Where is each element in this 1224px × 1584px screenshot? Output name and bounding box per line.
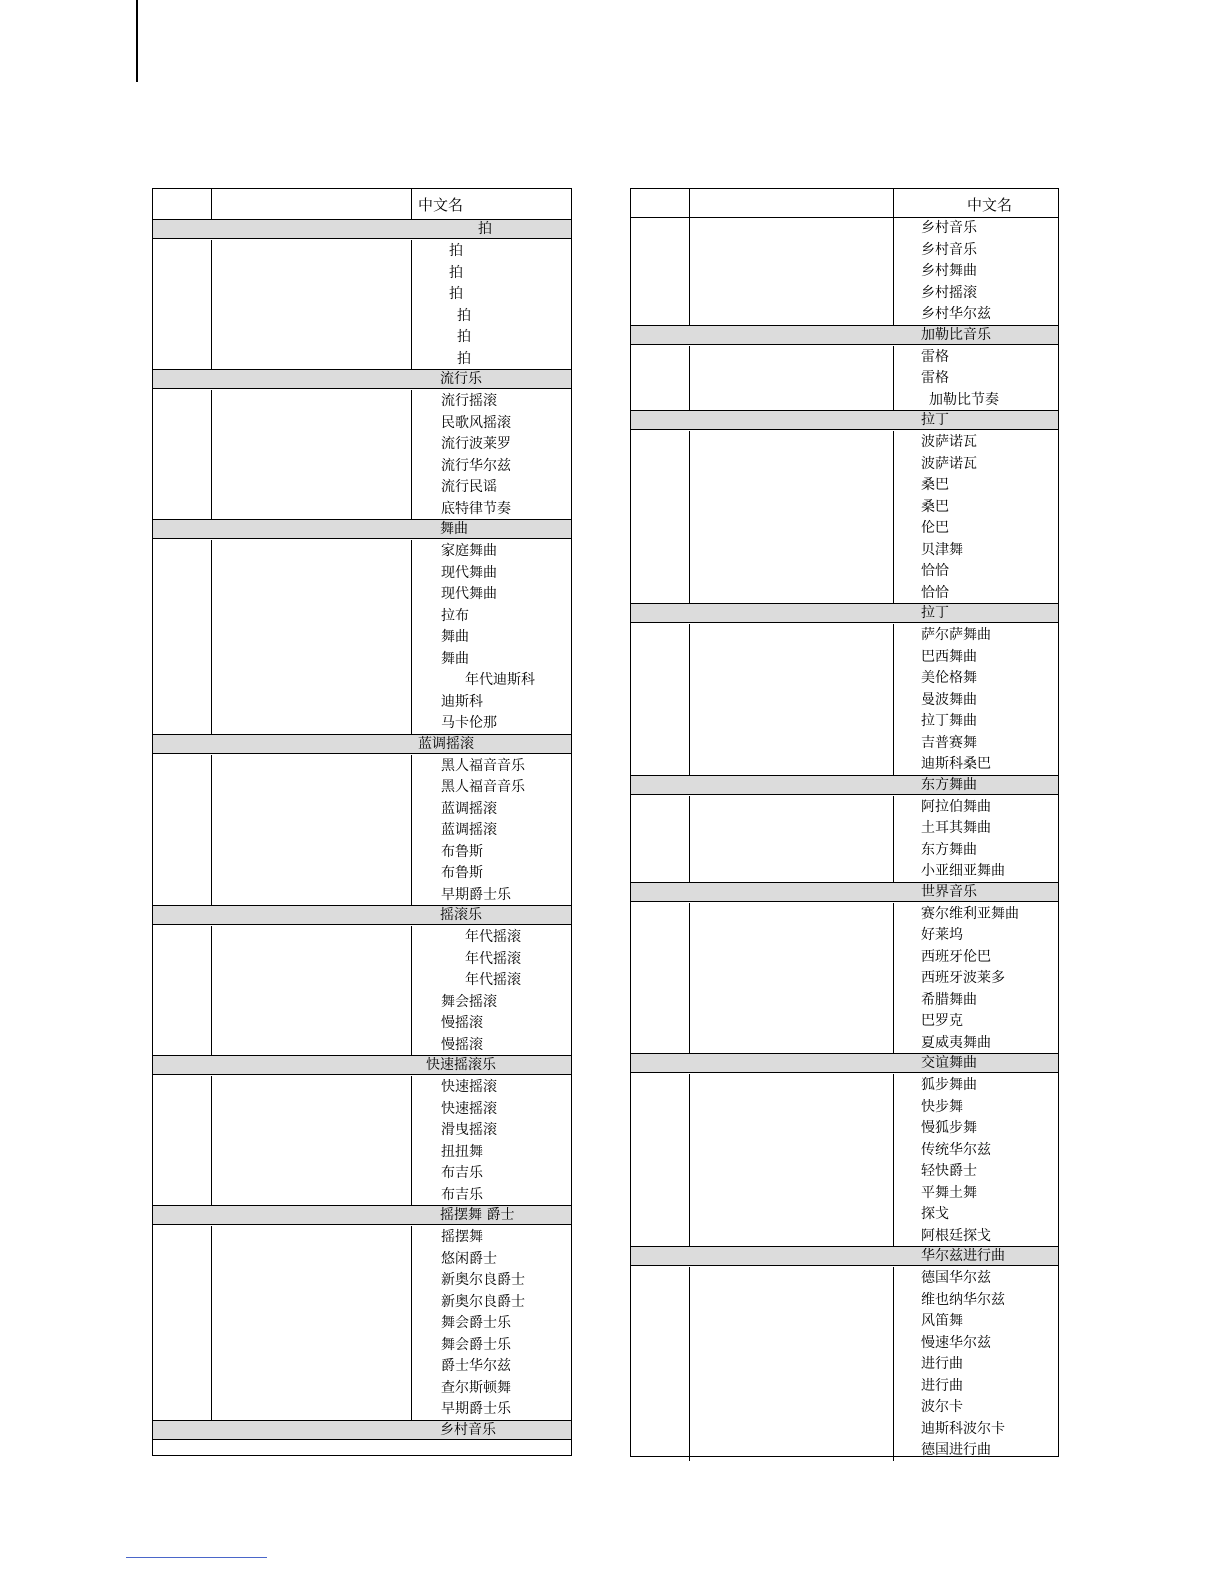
style-name: 乡村音乐 bbox=[921, 220, 977, 236]
section-rows bbox=[153, 926, 571, 1055]
style-name: 悠闲爵士 bbox=[441, 1250, 497, 1267]
style-name: 布吉乐 bbox=[441, 1186, 483, 1203]
style-name: 舞会爵士乐 bbox=[441, 1315, 511, 1331]
section-heading-label: 加勒比音乐 bbox=[921, 326, 991, 343]
style-name: 好莱坞 bbox=[921, 927, 963, 943]
section-heading bbox=[631, 603, 1058, 623]
style-name: 舞会摇滚 bbox=[441, 993, 497, 1010]
style-name: 摇摆舞 bbox=[441, 1229, 483, 1245]
section-rows bbox=[631, 1074, 1058, 1246]
style-name: 进行曲 bbox=[921, 1377, 963, 1394]
style-name: 西班牙伦巴 bbox=[921, 948, 991, 965]
style-name: 现代舞曲 bbox=[441, 586, 497, 602]
section-rows bbox=[631, 796, 1058, 882]
section-heading bbox=[631, 882, 1058, 902]
style-name: 现代舞曲 bbox=[441, 564, 497, 581]
section-heading-label: 华尔兹进行曲 bbox=[921, 1248, 1005, 1264]
section-rows bbox=[153, 1226, 571, 1420]
style-name: 慢速华尔兹 bbox=[921, 1334, 991, 1351]
style-name: 波萨诺瓦 bbox=[921, 455, 977, 472]
header-chinese-name: 中文名 bbox=[418, 196, 464, 214]
section-heading-label: 摇滚乐 bbox=[440, 907, 482, 923]
section-heading bbox=[153, 369, 571, 389]
style-name: 轻快爵士 bbox=[921, 1163, 977, 1179]
style-name: 西班牙波莱多 bbox=[921, 970, 1005, 986]
style-name: 布鲁斯 bbox=[441, 865, 483, 881]
style-name: 快步舞 bbox=[921, 1098, 963, 1115]
section-heading bbox=[153, 219, 571, 239]
section-rows bbox=[631, 217, 1058, 325]
section-heading-label: 拍 bbox=[478, 221, 492, 237]
section-heading bbox=[153, 1055, 571, 1075]
style-name: 蓝调摇滚 bbox=[441, 800, 497, 817]
style-name: 伦巴 bbox=[921, 520, 949, 536]
style-name: 舞会爵士乐 bbox=[441, 1336, 511, 1353]
style-name: 德国进行曲 bbox=[921, 1442, 991, 1458]
style-name: 家庭舞曲 bbox=[441, 543, 497, 559]
style-name: 马卡伦那 bbox=[441, 715, 497, 731]
section-rows bbox=[153, 540, 571, 734]
section-rows bbox=[153, 240, 571, 369]
style-name: 布吉乐 bbox=[441, 1165, 483, 1181]
style-name: 曼波舞曲 bbox=[921, 691, 977, 708]
style-name: 拍 bbox=[457, 350, 471, 367]
style-name: 乡村音乐 bbox=[921, 241, 977, 258]
style-name: 夏威夷舞曲 bbox=[921, 1034, 991, 1051]
style-name: 桑巴 bbox=[921, 477, 949, 493]
style-name: 恰恰 bbox=[921, 563, 949, 579]
section-heading-label: 交谊舞曲 bbox=[921, 1055, 977, 1071]
style-name: 拉丁舞曲 bbox=[921, 713, 977, 729]
style-name: 年代摇滚 bbox=[465, 950, 521, 967]
style-name: 扭扭舞 bbox=[441, 1143, 483, 1160]
section-rows bbox=[153, 390, 571, 519]
style-name: 维也纳华尔兹 bbox=[921, 1291, 1005, 1308]
style-name: 舞曲 bbox=[441, 629, 469, 645]
section-rows bbox=[631, 346, 1058, 411]
style-name: 狐步舞曲 bbox=[921, 1077, 977, 1093]
style-name: 拍 bbox=[457, 329, 471, 345]
style-name: 底特律节奏 bbox=[441, 500, 511, 517]
style-name: 民歌风摇滚 bbox=[441, 414, 511, 431]
style-table-left bbox=[152, 188, 572, 1456]
section-heading-label: 舞曲 bbox=[440, 521, 468, 537]
style-name: 希腊舞曲 bbox=[921, 991, 977, 1008]
style-name: 贝津舞 bbox=[921, 541, 963, 558]
style-name: 乡村摇滚 bbox=[921, 284, 977, 301]
style-name: 查尔斯顿舞 bbox=[441, 1379, 511, 1396]
style-name: 雷格 bbox=[921, 370, 949, 386]
style-name: 乡村舞曲 bbox=[921, 263, 977, 279]
style-name: 进行曲 bbox=[921, 1356, 963, 1372]
style-name: 加勒比节奏 bbox=[929, 391, 999, 408]
style-name: 慢摇滚 bbox=[441, 1036, 483, 1053]
style-name: 恰恰 bbox=[921, 584, 949, 601]
style-name: 雷格 bbox=[921, 348, 949, 365]
style-name: 年代摇滚 bbox=[465, 929, 521, 945]
style-name: 美伦格舞 bbox=[921, 670, 977, 686]
style-name: 布鲁斯 bbox=[441, 843, 483, 860]
style-name: 拍 bbox=[449, 286, 463, 302]
style-name: 慢狐步舞 bbox=[921, 1120, 977, 1136]
style-name: 吉普赛舞 bbox=[921, 734, 977, 751]
section-heading-label: 蓝调摇滚 bbox=[418, 735, 474, 752]
style-name: 传统华尔兹 bbox=[921, 1141, 991, 1158]
section-heading-label: 拉丁 bbox=[921, 412, 949, 428]
style-name: 乡村华尔兹 bbox=[921, 306, 991, 322]
style-name: 快速摇滚 bbox=[441, 1079, 497, 1095]
section-heading bbox=[153, 734, 571, 754]
section-heading-label: 流行乐 bbox=[440, 371, 482, 387]
section-heading bbox=[631, 410, 1058, 430]
style-name: 流行华尔兹 bbox=[441, 457, 511, 474]
section-rows bbox=[631, 903, 1058, 1054]
style-name: 萨尔萨舞曲 bbox=[921, 627, 991, 643]
section-heading-label: 世界音乐 bbox=[921, 883, 977, 900]
style-name: 慢摇滚 bbox=[441, 1015, 483, 1031]
section-rows bbox=[631, 431, 1058, 603]
style-name: 年代摇滚 bbox=[465, 972, 521, 988]
style-name: 风笛舞 bbox=[921, 1313, 963, 1329]
section-rows bbox=[631, 1267, 1058, 1461]
section-heading-label: 摇摆舞 爵士 bbox=[440, 1207, 515, 1223]
section-heading bbox=[631, 1053, 1058, 1073]
style-name: 波尔卡 bbox=[921, 1399, 963, 1415]
style-name: 早期爵士乐 bbox=[441, 886, 511, 903]
style-name: 阿根廷探戈 bbox=[921, 1227, 991, 1244]
section-rows bbox=[631, 624, 1058, 775]
style-name: 迪斯科波尔卡 bbox=[921, 1420, 1005, 1437]
style-name: 巴罗克 bbox=[921, 1013, 963, 1029]
style-name: 蓝调摇滚 bbox=[441, 822, 497, 838]
style-name: 拍 bbox=[449, 264, 463, 281]
style-name: 拉布 bbox=[441, 607, 469, 624]
style-name: 土耳其舞曲 bbox=[921, 820, 991, 836]
style-name: 流行波莱罗 bbox=[441, 436, 511, 452]
section-heading bbox=[153, 1205, 571, 1225]
style-name: 迪斯科 bbox=[441, 693, 483, 710]
section-heading-label: 东方舞曲 bbox=[921, 776, 977, 793]
section-heading bbox=[631, 775, 1058, 795]
section-heading bbox=[631, 325, 1058, 345]
style-name: 巴西舞曲 bbox=[921, 648, 977, 665]
style-name: 拍 bbox=[457, 307, 471, 324]
style-name: 探戈 bbox=[921, 1206, 949, 1222]
style-name: 滑曳摇滚 bbox=[441, 1122, 497, 1138]
table-header bbox=[153, 189, 571, 220]
footnote-rule bbox=[126, 1557, 267, 1558]
style-name: 新奥尔良爵士 bbox=[441, 1272, 525, 1288]
table-header bbox=[631, 189, 1058, 218]
style-name: 德国华尔兹 bbox=[921, 1270, 991, 1286]
style-name: 迪斯科桑巴 bbox=[921, 756, 991, 772]
style-name: 早期爵士乐 bbox=[441, 1401, 511, 1417]
style-name: 年代迪斯科 bbox=[465, 672, 535, 688]
style-table-right bbox=[630, 188, 1059, 1457]
section-rows bbox=[153, 755, 571, 906]
style-name: 爵士华尔兹 bbox=[441, 1358, 511, 1374]
style-name: 流行摇滚 bbox=[441, 393, 497, 409]
style-name: 阿拉伯舞曲 bbox=[921, 798, 991, 815]
section-heading bbox=[153, 905, 571, 925]
style-name: 流行民谣 bbox=[441, 479, 497, 495]
style-name: 波萨诺瓦 bbox=[921, 434, 977, 450]
style-name: 拍 bbox=[449, 243, 463, 259]
style-name: 小亚细亚舞曲 bbox=[921, 863, 1005, 879]
section-heading-label: 拉丁 bbox=[921, 605, 949, 621]
style-name: 舞曲 bbox=[441, 650, 469, 667]
section-heading-label: 快速摇滚乐 bbox=[426, 1057, 496, 1073]
style-name: 桑巴 bbox=[921, 498, 949, 515]
style-name: 平舞土舞 bbox=[921, 1184, 977, 1201]
section-heading bbox=[153, 519, 571, 539]
style-name: 东方舞曲 bbox=[921, 841, 977, 858]
style-name: 新奥尔良爵士 bbox=[441, 1293, 525, 1310]
header-chinese-name: 中文名 bbox=[967, 196, 1013, 214]
section-heading bbox=[153, 1420, 571, 1440]
style-name: 黑人福音音乐 bbox=[441, 779, 525, 795]
section-heading bbox=[631, 1246, 1058, 1266]
section-rows bbox=[153, 1076, 571, 1205]
style-name: 快速摇滚 bbox=[441, 1100, 497, 1117]
margin-rule bbox=[136, 0, 138, 82]
style-name: 赛尔维利亚舞曲 bbox=[921, 905, 1019, 922]
section-heading-label: 乡村音乐 bbox=[440, 1421, 496, 1438]
style-name: 黑人福音音乐 bbox=[441, 757, 525, 774]
